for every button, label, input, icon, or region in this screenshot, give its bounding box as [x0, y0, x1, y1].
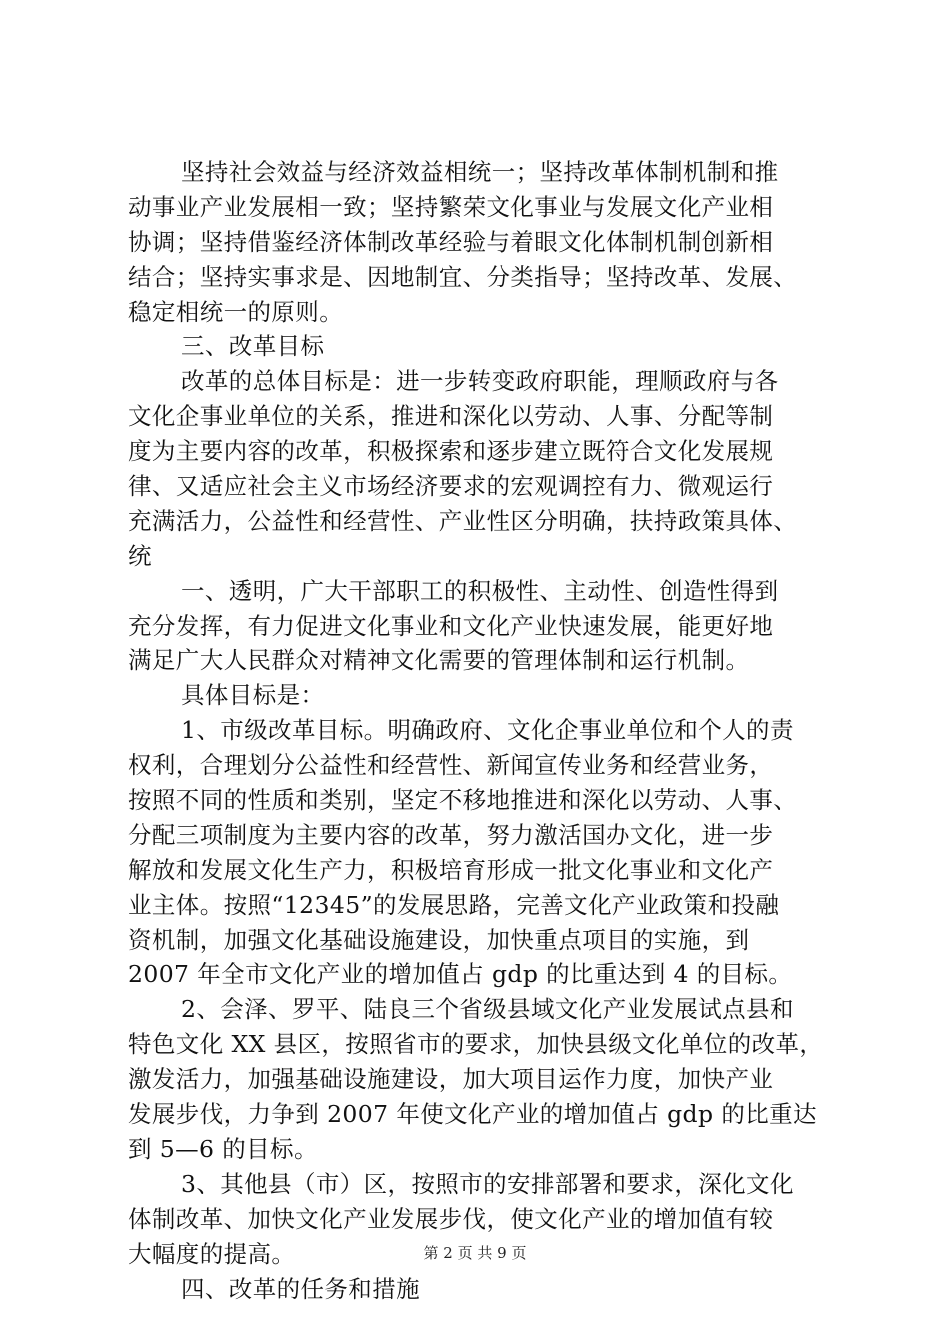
text-line: 协调；坚持借鉴经济体制改革经验与着眼文化体制机制创新相	[128, 227, 774, 256]
text-line: 文化企事业单位的关系，推进和深化以劳动、人事、分配等制	[128, 402, 774, 431]
text-line: 资机制，加强文化基础设施建设，加快重点项目的实施，到	[128, 925, 750, 954]
text-line: 度为主要内容的改革，积极探索和逐步建立既符合文化发展规	[128, 437, 774, 466]
text-line: 3、其他县（市）区，按照市的安排部署和要求，深化文化	[181, 1169, 794, 1198]
text-line: 稳定相统一的原则。	[128, 297, 344, 326]
text-line: 激发活力，加强基础设施建设，加大项目运作力度，加快产业	[128, 1065, 774, 1094]
body-text	[128, 155, 838, 1306]
text-line: 具体目标是：	[181, 681, 325, 710]
section-heading: 三、改革目标	[181, 332, 325, 361]
text-line: 发展步伐，力争到 2007 年使文化产业的增加值占 gdp 的比重达	[128, 1100, 817, 1129]
text-line: 统	[128, 541, 152, 570]
text-line: 特色文化 XX 县区，按照省市的要求，加快县级文化单位的改革，	[128, 1030, 824, 1059]
text-line: 按照不同的性质和类别，坚定不移地推进和深化以劳动、人事、	[128, 786, 798, 815]
section-heading: 四、改革的任务和措施	[181, 1274, 420, 1303]
text-line: 律、又适应社会主义市场经济要求的宏观调控有力、微观运行	[128, 472, 774, 501]
text-line: 大幅度的提高。	[128, 1239, 296, 1268]
text-line: 动事业产业发展相一致；坚持繁荣文化事业与发展文化产业相	[128, 192, 774, 221]
text-line: 改革的总体目标是：进一步转变政府职能，理顺政府与各	[181, 367, 779, 396]
text-line: 解放和发展文化生产力，积极培育形成一批文化事业和文化产	[128, 855, 774, 884]
text-line: 充分发挥，有力促进文化事业和文化产业快速发展，能更好地	[128, 611, 774, 640]
text-line: 1、市级改革目标。明确政府、文化企事业单位和个人的责	[181, 716, 794, 745]
text-line: 坚持社会效益与经济效益相统一；坚持改革体制机制和推	[181, 158, 779, 186]
text-line: 分配三项制度为主要内容的改革，努力激活国办文化，进一步	[128, 820, 774, 849]
text-line: 一、透明，广大干部职工的积极性、主动性、创造性得到	[181, 576, 779, 605]
text-line: 权利，合理划分公益性和经营性、新闻宣传业务和经营业务，	[128, 751, 774, 780]
text-line: 结合；坚持实事求是、因地制宜、分类指导；坚持改革、发展、	[128, 262, 798, 291]
text-line: 2、会泽、罗平、陆良三个省级县域文化产业发展试点县和	[181, 995, 794, 1024]
text-line: 体制改革、加快文化产业发展步伐，使文化产业的增加值有较	[128, 1204, 774, 1233]
page-footer: 第 2 页 共 9 页	[423, 1244, 527, 1262]
text-line: 2007 年全市文化产业的增加值占 gdp 的比重达到 4 的目标。	[128, 960, 793, 989]
text-line: 到 5—6 的目标。	[128, 1134, 318, 1163]
text-line: 业主体。按照“12345”的发展思路，完善文化产业政策和投融	[128, 890, 780, 919]
text-line: 充满活力，公益性和经营性、产业性区分明确，扶持政策具体、	[128, 506, 798, 535]
text-line: 满足广大人民群众对精神文化需要的管理体制和运行机制。	[128, 646, 750, 675]
